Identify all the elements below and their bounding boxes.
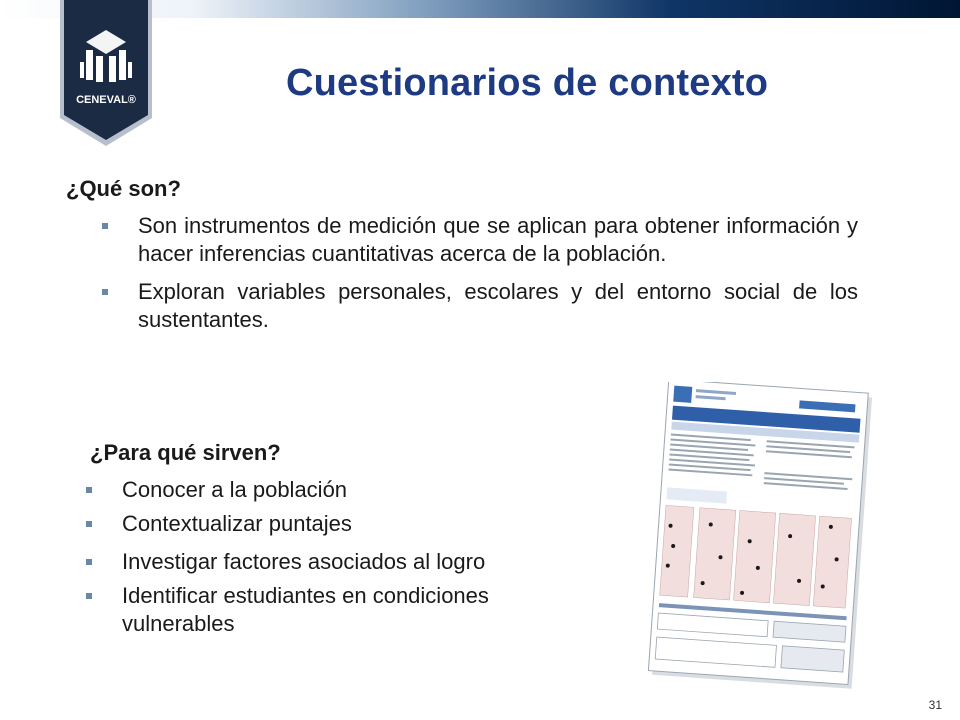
list-item: Investigar factores asociados al logro <box>86 548 586 576</box>
ceneval-logo <box>58 0 154 148</box>
bullet-icon <box>86 559 92 565</box>
bullet-list-why <box>86 476 586 638</box>
section-heading-what: ¿Qué son? <box>66 176 181 201</box>
logo-text: CENEVAL® <box>76 94 136 106</box>
bullet-icon <box>86 521 92 527</box>
bullet-icon <box>102 223 108 229</box>
section-heading-why: ¿Para qué sirven? <box>90 440 281 465</box>
list-item: Son instrumentos de medición que se aplican para obtener información y hacer inferencias cuantitativas acerca de la población. <box>102 212 858 268</box>
list-item: Exploran variables personales, escolares y del entorno social de los sustentantes. <box>102 278 858 334</box>
bullet-icon <box>86 593 92 599</box>
bullet-icon <box>102 289 108 295</box>
answer-sheet-image <box>640 382 880 692</box>
slide-title: Cuestionarios de contexto <box>286 62 769 104</box>
list-item: Conocer a la población <box>86 476 586 504</box>
list-item: Identificar estudiantes en condiciones vulnerables <box>86 582 586 638</box>
bullet-icon <box>86 487 92 493</box>
list-item: Contextualizar puntajes <box>86 510 586 538</box>
page-number: 31 <box>928 698 942 712</box>
bullet-list-what <box>102 212 858 334</box>
